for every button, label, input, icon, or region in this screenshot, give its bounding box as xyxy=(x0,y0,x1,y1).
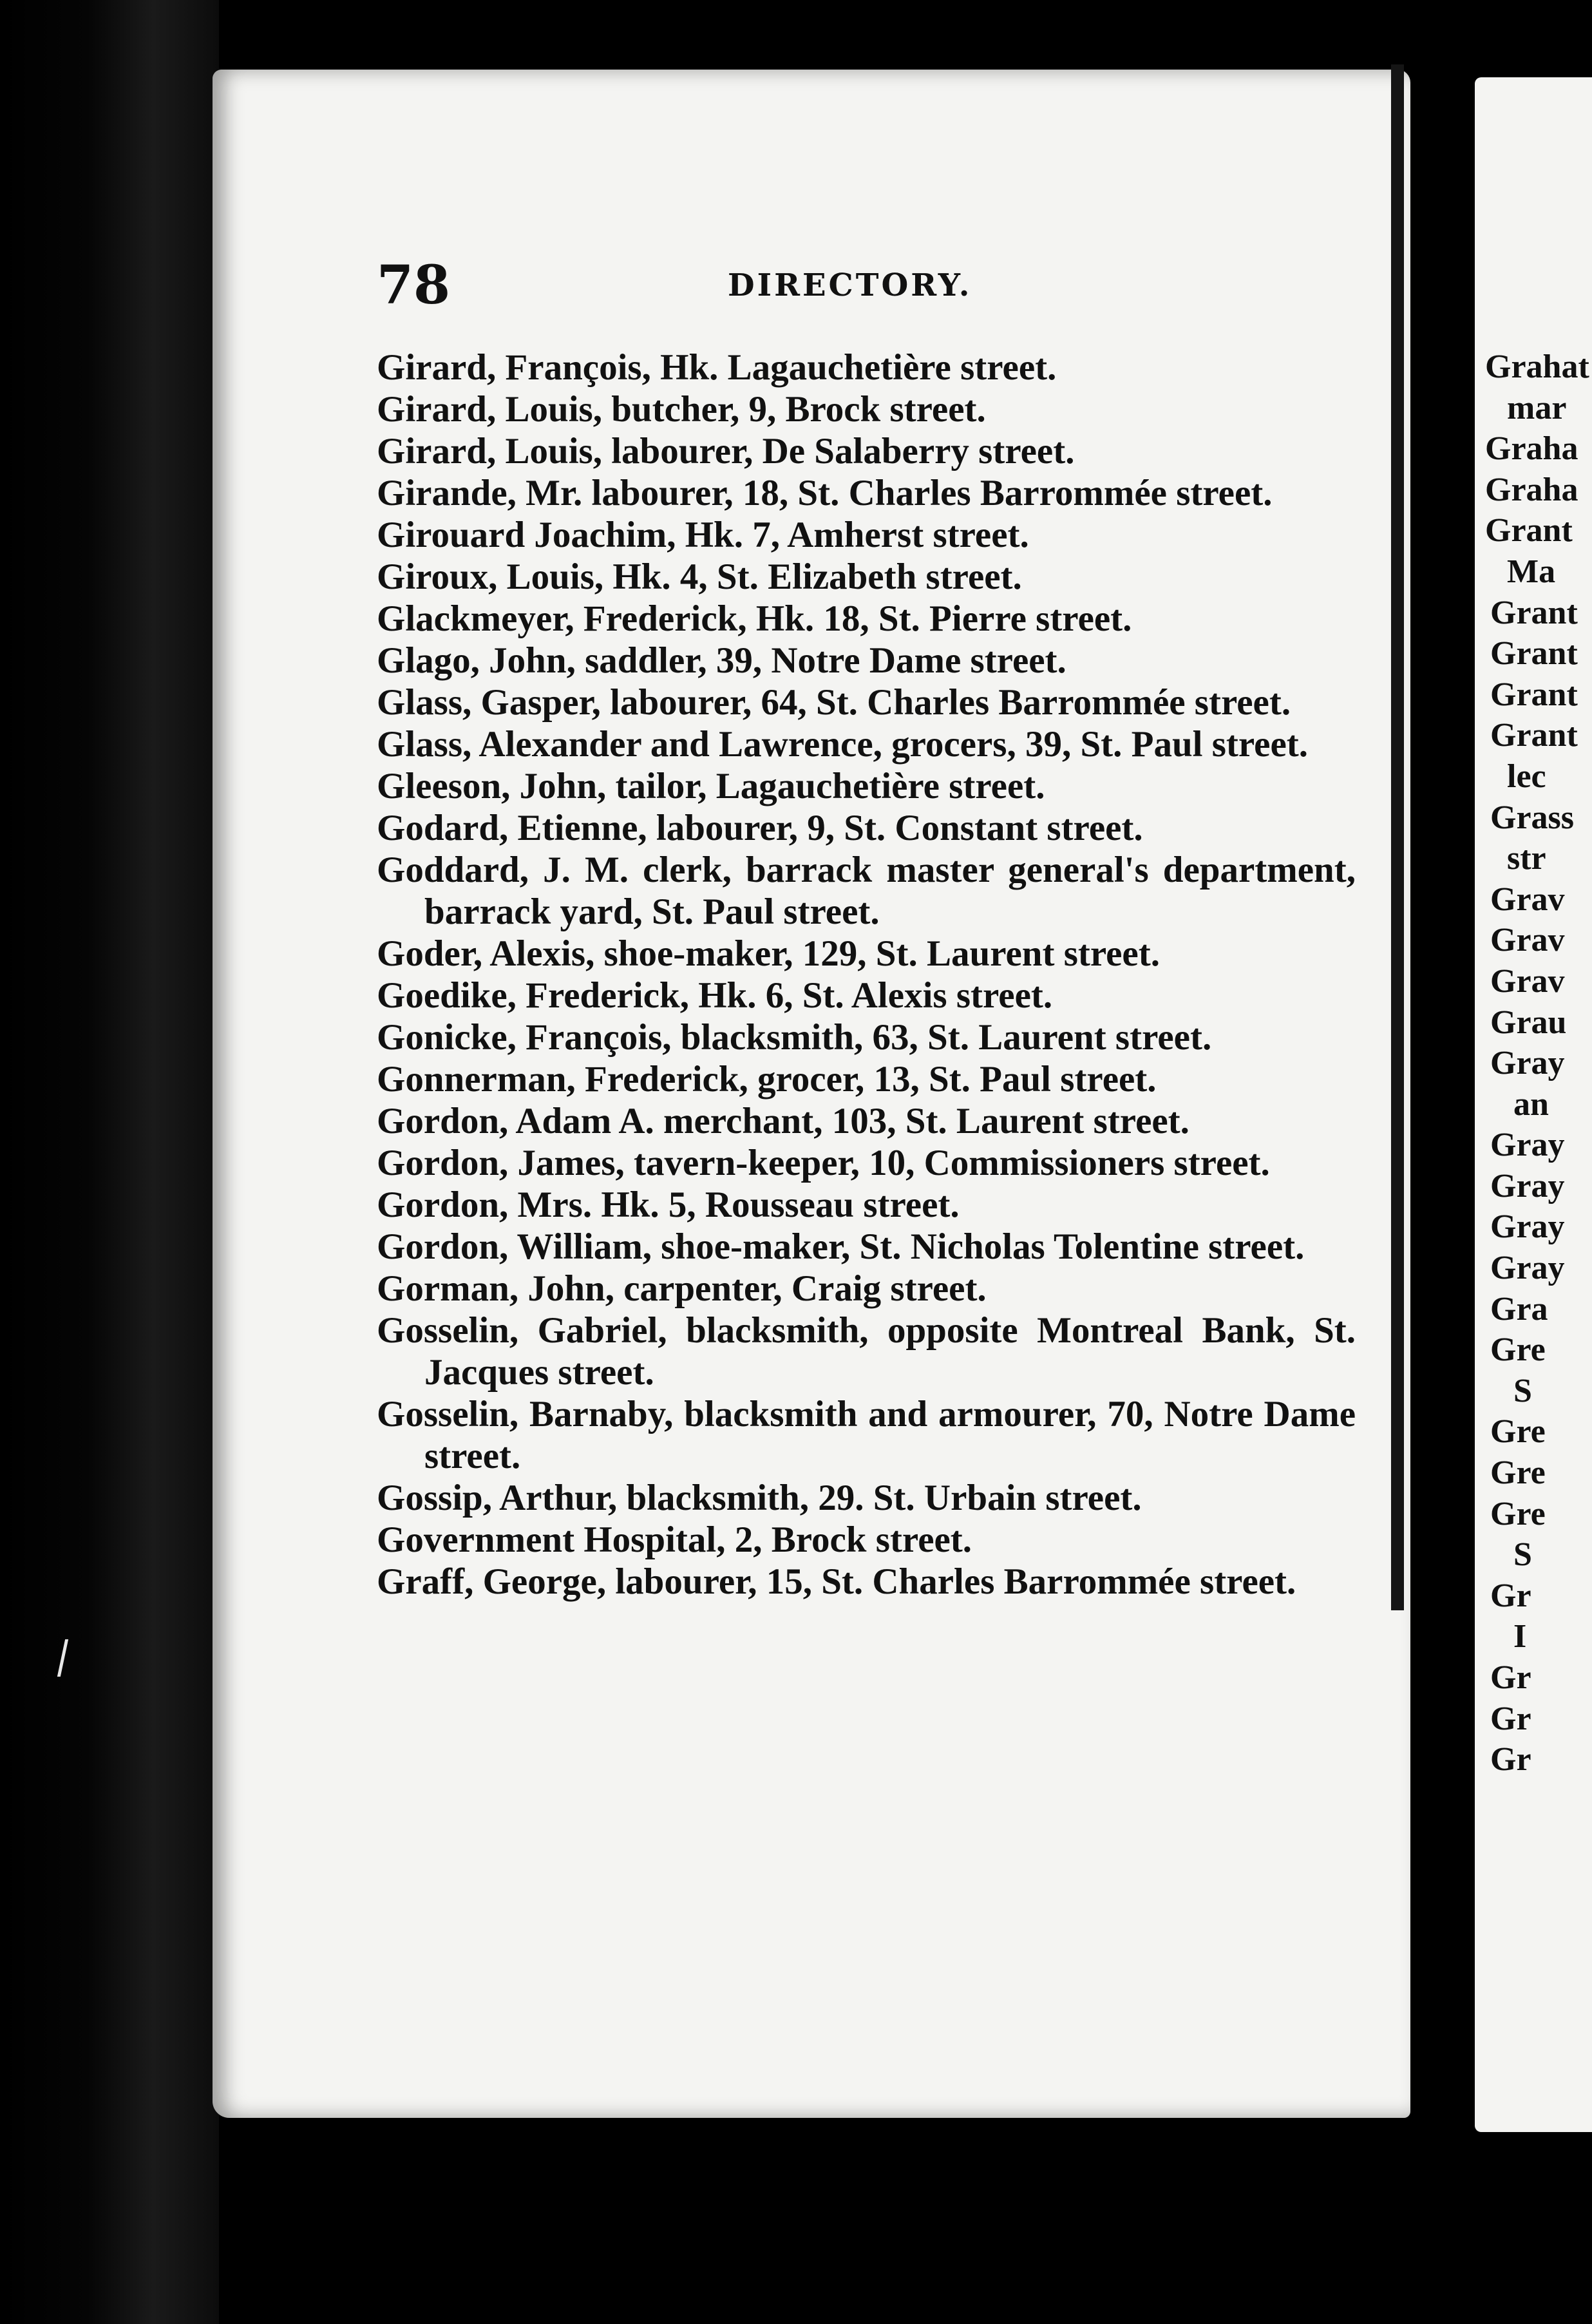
right-page-fragment: Grahat xyxy=(1485,348,1589,385)
directory-entry: Girard, François, Hk. Lagauchetière street. xyxy=(377,347,1057,388)
directory-entry: Glass, Gasper, labourer, 64, St. Charles Barrommée street. xyxy=(377,682,1291,723)
right-page-fragment: Graha xyxy=(1485,471,1578,508)
page-header xyxy=(377,254,1343,316)
right-page-fragment: S xyxy=(1513,1372,1532,1409)
directory-entry: Girande, Mr. labourer, 18, St. Charles Barrommée street. xyxy=(377,473,1273,513)
directory-entry: Girard, Louis, butcher, 9, Brock street. xyxy=(377,389,986,430)
right-page-fragment: Gre xyxy=(1490,1413,1546,1451)
directory-entry: Gonicke, François, blacksmith, 63, St. Laurent street. xyxy=(377,1017,1212,1058)
directory-entry: Gordon, James, tavern-keeper, 10, Commissioners street. xyxy=(377,1143,1270,1183)
right-page-fragment: Grav xyxy=(1490,922,1565,959)
directory-entry: Glackmeyer, Frederick, Hk. 18, St. Pierre street. xyxy=(377,598,1132,639)
right-page-fragment: Gray xyxy=(1490,1208,1565,1246)
right-page-fragment: Gra xyxy=(1490,1290,1548,1328)
directory-entry: Government Hospital, 2, Brock street. xyxy=(377,1519,972,1560)
book-spine xyxy=(0,0,219,2324)
right-page-fragment: Gr xyxy=(1490,1659,1531,1696)
directory-entry: Gordon, Mrs. Hk. 5, Rousseau street. xyxy=(377,1185,960,1225)
directory-entry: Graff, George, labourer, 15, St. Charles Barrommée street. xyxy=(377,1561,1296,1602)
right-page-fragment: Grav xyxy=(1490,962,1565,1000)
right-page-fragment: Grant xyxy=(1490,676,1578,713)
right-page-fragment: Gray xyxy=(1490,1127,1565,1164)
page-number: 78 xyxy=(377,254,451,316)
right-page-fragment: Grant xyxy=(1490,635,1578,672)
directory-entry: Gonnerman, Frederick, grocer, 13, St. Paul street. xyxy=(377,1059,1157,1100)
right-page-fragment: Ma xyxy=(1507,553,1556,590)
directory-entry: Gosselin, Barnaby, blacksmith and armourer, 70, Notre Dame street. xyxy=(377,1394,1356,1476)
right-page-fragment: Gr xyxy=(1490,1577,1531,1614)
directory-entry: Goedike, Frederick, Hk. 6, St. Alexis street. xyxy=(377,975,1053,1016)
directory-entry: Goddard, J. M. clerk, barrack master general's department, barrack yard, St. Paul street. xyxy=(377,850,1356,932)
directory-entry: Gossip, Arthur, blacksmith, 29. St. Urbain street. xyxy=(377,1478,1142,1518)
right-page-fragment: Grant xyxy=(1485,512,1573,549)
running-title: DIRECTORY. xyxy=(728,267,972,303)
directory-entry: Giroux, Louis, Hk. 4, St. Elizabeth street. xyxy=(377,557,1022,597)
directory-entry: Goder, Alexis, shoe-maker, 129, St. Laurent street. xyxy=(377,933,1160,974)
right-page-fragment: Grav xyxy=(1490,881,1565,918)
page-gutter xyxy=(1391,64,1404,1610)
right-page-fragment: I xyxy=(1513,1618,1527,1655)
right-page-fragment: Gre xyxy=(1490,1331,1546,1369)
right-page-fragment: str xyxy=(1507,840,1546,877)
directory-entries xyxy=(377,347,1356,1603)
right-page-fragment: Gr xyxy=(1490,1700,1531,1737)
directory-entry: Glago, John, saddler, 39, Notre Dame street. xyxy=(377,640,1066,681)
right-page-fragment: Gre xyxy=(1490,1495,1546,1532)
right-page-fragment: Graha xyxy=(1485,430,1578,468)
right-page-fragments xyxy=(1485,347,1592,1780)
right-page-fragment: Gray xyxy=(1490,1045,1565,1082)
directory-entry: Girouard Joachim, Hk. 7, Amherst street. xyxy=(377,515,1029,555)
right-page-fragment: Grant xyxy=(1490,594,1578,631)
directory-entry: Girard, Louis, labourer, De Salaberry street. xyxy=(377,431,1075,471)
directory-entry: Gordon, William, shoe-maker, St. Nicholas Tolentine street. xyxy=(377,1226,1305,1267)
directory-entry: Glass, Alexander and Lawrence, grocers, 39, St. Paul street. xyxy=(377,724,1309,765)
directory-entry: Gorman, John, carpenter, Craig street. xyxy=(377,1268,987,1309)
directory-entry: Gordon, Adam A. merchant, 103, St. Laurent street. xyxy=(377,1101,1189,1141)
right-page-fragment: an xyxy=(1513,1085,1549,1123)
right-page-fragment: Gray xyxy=(1490,1250,1565,1287)
right-page-fragment: Gr xyxy=(1490,1741,1531,1778)
right-page-fragment: S xyxy=(1513,1536,1532,1574)
right-page-fragment: Grau xyxy=(1490,1004,1567,1041)
right-page-fragment: Grass xyxy=(1490,799,1574,836)
directory-entry: Godard, Etienne, labourer, 9, St. Constant street. xyxy=(377,808,1143,848)
right-page-fragment: Gre xyxy=(1490,1454,1546,1492)
right-page-fragment: lec xyxy=(1507,757,1546,795)
scan-mark xyxy=(57,1639,68,1677)
right-page-fragment: Grant xyxy=(1490,717,1578,754)
right-page-fragment: Gray xyxy=(1490,1167,1565,1205)
directory-entry: Gleeson, John, tailor, Lagauchetière street. xyxy=(377,766,1045,806)
directory-entry: Gosselin, Gabriel, blacksmith, opposite Montreal Bank, St. Jacques street. xyxy=(377,1310,1356,1393)
right-page-fragment: mar xyxy=(1507,389,1567,426)
